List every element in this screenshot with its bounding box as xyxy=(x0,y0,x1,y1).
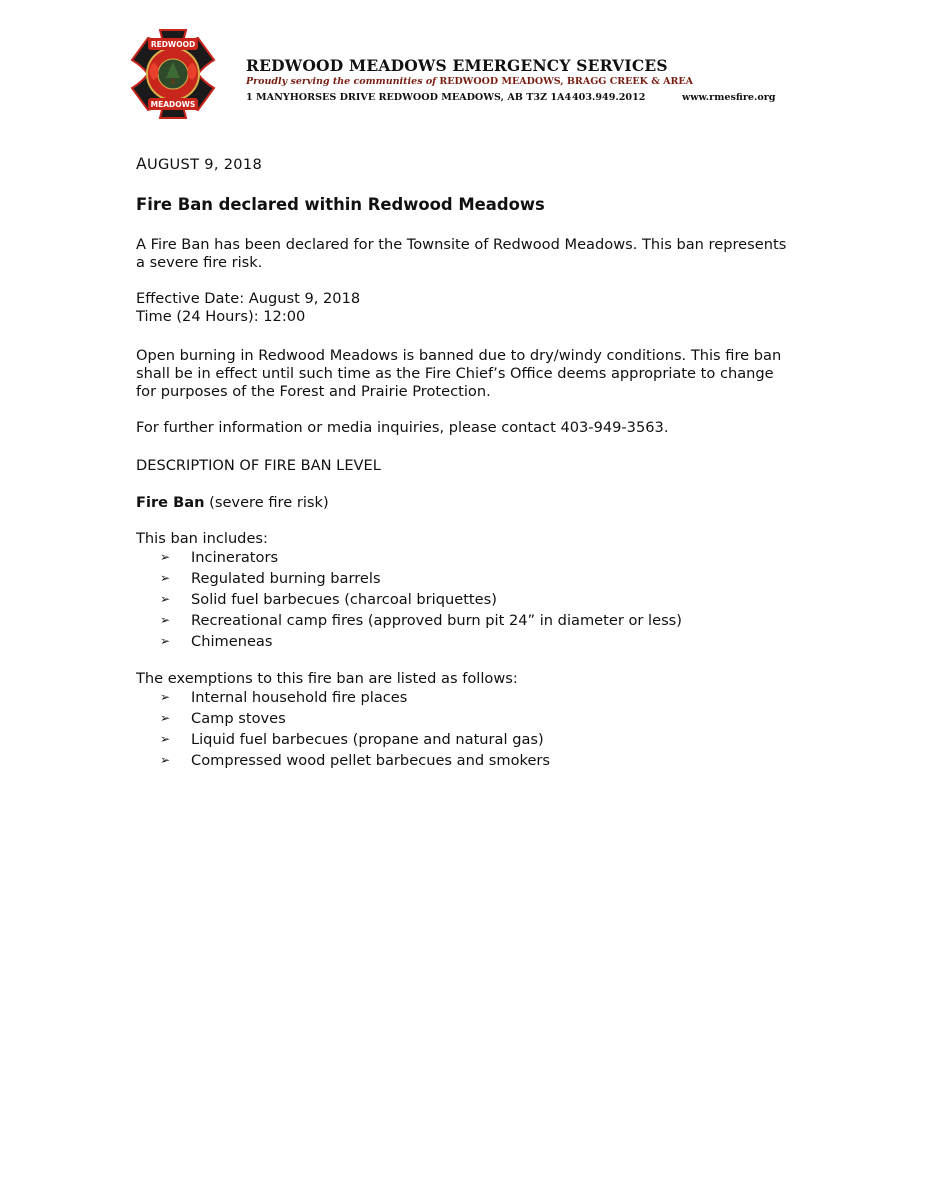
list-item: ➢ Incinerators xyxy=(160,549,279,566)
includes-list xyxy=(160,547,682,652)
fire-ban-level xyxy=(136,494,329,512)
arrow-bullet-icon: ➢ xyxy=(160,732,171,746)
list-item: ➢ Chimeneas xyxy=(160,633,273,650)
list-item: ➢ Camp stoves xyxy=(160,710,286,727)
exemptions-list xyxy=(160,687,550,771)
document-date xyxy=(136,155,262,174)
fire-department-logo xyxy=(130,28,216,120)
date-rest: UGUST 9, 2018 xyxy=(146,156,263,173)
organization-name: REDWOOD MEADOWS EMERGENCY SERVICES xyxy=(246,56,668,75)
arrow-bullet-icon: ➢ xyxy=(160,550,171,564)
effective-time: Time (24 Hours): 12:00 xyxy=(136,308,306,325)
arrow-bullet-icon: ➢ xyxy=(160,613,171,627)
level-name: Fire Ban xyxy=(136,494,205,511)
street-address: 1 MANYHORSES DRIVE REDWOOD MEADOWS, AB T3Z 1A4 xyxy=(246,92,572,103)
contact-paragraph: For further information or media inquiries, please contact 403-949-3563. xyxy=(136,419,669,436)
list-item: ➢ Regulated burning barrels xyxy=(160,570,381,587)
includes-heading: This ban includes: xyxy=(136,530,268,547)
arrow-bullet-icon: ➢ xyxy=(160,690,171,704)
website-link[interactable]: www.rmesfire.org xyxy=(682,92,776,103)
section-heading: DESCRIPTION OF FIRE BAN LEVEL xyxy=(136,457,381,474)
list-item: ➢ Internal household fire places xyxy=(160,689,408,706)
arrow-bullet-icon: ➢ xyxy=(160,753,171,767)
effective-date: Effective Date: August 9, 2018 xyxy=(136,290,361,307)
arrow-bullet-icon: ➢ xyxy=(160,571,171,585)
logo-text-bottom: MEADOWS xyxy=(150,100,196,109)
arrow-bullet-icon: ➢ xyxy=(160,711,171,725)
exemptions-heading: The exemptions to this fire ban are listed as follows: xyxy=(136,670,518,687)
arrow-bullet-icon: ➢ xyxy=(160,634,171,648)
phone-number: 403.949.2012 xyxy=(572,92,646,103)
tagline xyxy=(246,76,693,87)
level-note: (severe fire risk) xyxy=(209,494,329,511)
open-burning-paragraph: Open burning in Redwood Meadows is banned due to dry/windy conditions. This fire ban shall be in effect until such time as the Fire Chief’s Office deems appropriate to change for purposes of the Forest and Prairie Protection. xyxy=(136,347,782,400)
date-initial: A xyxy=(136,155,147,173)
tagline-lead: Proudly serving the communities of xyxy=(246,76,437,87)
tagline-communities: REDWOOD MEADOWS, BRAGG CREEK & AREA xyxy=(439,76,693,87)
intro-paragraph: A Fire Ban has been declared for the Townsite of Redwood Meadows. This ban represents a severe fire risk. xyxy=(136,236,787,271)
document-title: Fire Ban declared within Redwood Meadows xyxy=(136,195,545,214)
logo-text-top: REDWOOD xyxy=(150,40,196,49)
list-item: ➢ Liquid fuel barbecues (propane and natural gas) xyxy=(160,731,544,748)
arrow-bullet-icon: ➢ xyxy=(160,592,171,606)
list-item: ➢ Solid fuel barbecues (charcoal briquettes) xyxy=(160,591,497,608)
list-item: ➢ Recreational camp fires (approved burn pit 24” in diameter or less) xyxy=(160,612,682,629)
list-item: ➢ Compressed wood pellet barbecues and smokers xyxy=(160,752,551,769)
